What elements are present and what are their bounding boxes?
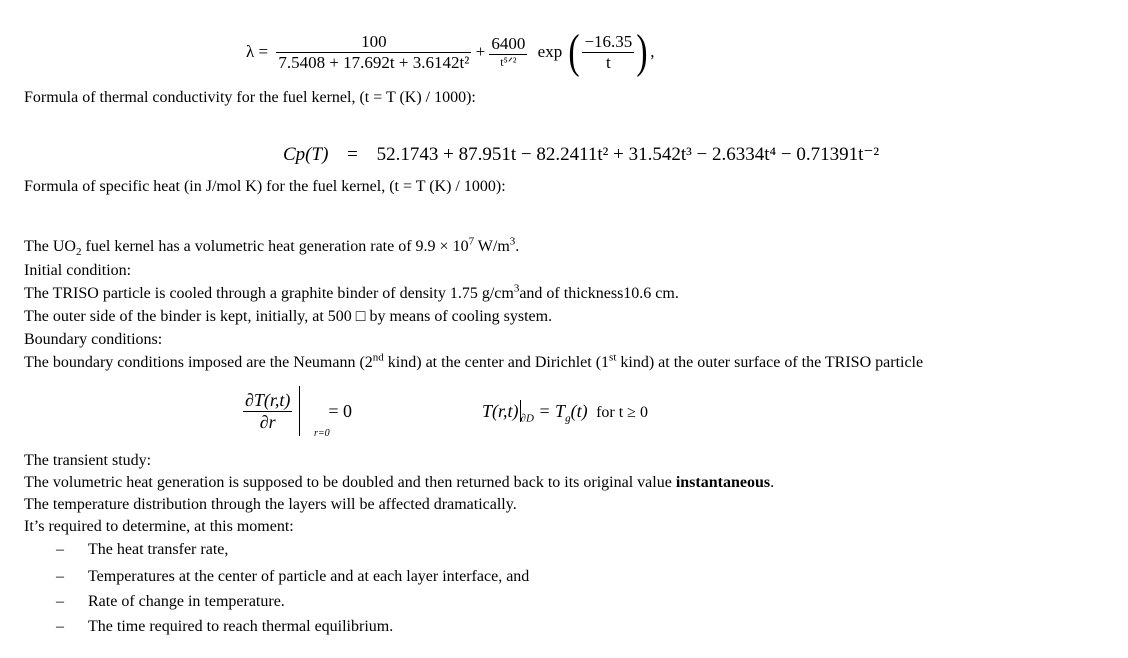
dirichlet-bc-equation [482, 400, 648, 425]
initial-condition-heading: Initial condition: [24, 262, 132, 279]
cp-rhs: 52.1743 + 87.951t − 82.2411t² + 31.542t³ − 2.6334t⁴ − 0.71391t⁻² [376, 144, 880, 165]
transient-line-3: It’s required to determine, at this moment: [24, 518, 294, 535]
equals-sign: = [347, 144, 358, 165]
heat-generation-text [24, 237, 519, 257]
dirichlet-rhs-arg: (t) [570, 401, 588, 421]
fraction-3 [582, 32, 634, 73]
fraction-1 [276, 32, 471, 73]
neumann-numerator: ∂T(r,t) [245, 389, 291, 410]
list-dash-4: – [56, 618, 64, 635]
neumann-subscript: r=0 [314, 428, 330, 439]
list-dash-3: – [56, 593, 64, 610]
triso-part-a: The TRISO particle is cooled through a graphite binder of density 1.75 g/cm [24, 285, 514, 302]
fraction-3-denominator: t [582, 52, 634, 73]
neumann-denominator: ∂r [243, 411, 292, 433]
transient-line-2: The temperature distribution through the layers will be affected dramatically. [24, 496, 517, 513]
heat-gen-sup: 7 [468, 235, 475, 248]
plus-sign: + [475, 42, 486, 61]
heat-gen-sub: 2 [75, 246, 82, 259]
list-dash-2: – [56, 568, 64, 585]
dirichlet-subscript: ∂D [520, 412, 534, 425]
fraction-2-denominator: t⁵ᐟ² [489, 54, 527, 70]
dirichlet-condition: for t ≥ 0 [596, 404, 648, 421]
transient-study-heading: The transient study: [24, 452, 152, 469]
thermal-conductivity-equation [246, 25, 655, 84]
caption-thermal-conductivity: Formula of thermal conductivity for the fuel kernel, (t = T (K) / 1000): [24, 89, 476, 106]
triso-part-b: and of thickness10.6 cm. [519, 285, 679, 302]
fraction-2-numerator: 6400 [491, 34, 526, 53]
list-dash-1: – [56, 541, 64, 558]
heat-gen-part-d: . [515, 238, 520, 255]
transient-line-1-a: The volumetric heat generation is supposed to be doubled and then returned back to its original value [24, 474, 676, 491]
bc-part-c: kind) at the outer surface of the TRISO particle [616, 354, 924, 371]
left-paren: ( [568, 25, 581, 78]
list-item-1: The heat transfer rate, [88, 541, 229, 558]
exp-function: exp [537, 42, 563, 61]
bc-part-a: The boundary conditions imposed are the Neumann (2 [24, 354, 373, 371]
triso-binder-text [24, 284, 679, 304]
transient-line-1-b: . [770, 474, 775, 491]
boundary-conditions-heading: Boundary conditions: [24, 331, 163, 348]
list-item-2: Temperatures at the center of particle and at each layer interface, and [88, 568, 530, 585]
right-paren: ) [636, 25, 648, 78]
fraction-1-numerator: 100 [361, 31, 387, 51]
heat-gen-part-a: The UO [24, 238, 76, 255]
boundary-conditions-text [24, 353, 923, 373]
fraction-3-numerator: −16.35 [584, 31, 633, 51]
dirichlet-rhs-sub: g [565, 412, 571, 425]
outer-binder-text: The outer side of the binder is kept, initially, at 500 □ by means of cooling system. [24, 308, 553, 325]
transient-line-1-bold: instantaneous [675, 474, 771, 491]
list-item-4: The time required to reach thermal equilibrium. [88, 618, 394, 635]
comma: , [650, 42, 655, 61]
evaluation-bar [299, 386, 300, 436]
neumann-bc-equation [243, 386, 352, 442]
cp-lhs: Cp(T) [283, 144, 329, 165]
fraction-1-denominator: 7.5408 + 17.692t + 3.6142t² [278, 52, 470, 72]
bc-sup-2: st [609, 351, 617, 364]
dirichlet-rhs: = T [538, 401, 566, 421]
specific-heat-equation [283, 143, 879, 166]
dirichlet-lhs: T(r,t) [482, 401, 519, 421]
heat-gen-part-b: fuel kernel has a volumetric heat generation rate of 9.9 × 10 [81, 238, 469, 255]
heat-gen-sup2: 3 [509, 235, 516, 248]
bc-sup-1: nd [372, 351, 384, 364]
list-item-3: Rate of change in temperature. [88, 593, 285, 610]
transient-line-1 [24, 473, 774, 493]
triso-sup: 3 [513, 282, 520, 295]
heat-gen-part-c: W/m [474, 238, 510, 255]
fraction-2 [489, 34, 527, 70]
lambda-symbol: λ = [246, 42, 269, 61]
bc-part-b: kind) at the center and Dirichlet (1 [383, 354, 610, 371]
neumann-rhs: = 0 [328, 400, 353, 421]
neumann-fraction [243, 390, 292, 433]
caption-specific-heat: Formula of specific heat (in J/mol K) for the fuel kernel, (t = T (K) / 1000): [24, 178, 506, 195]
